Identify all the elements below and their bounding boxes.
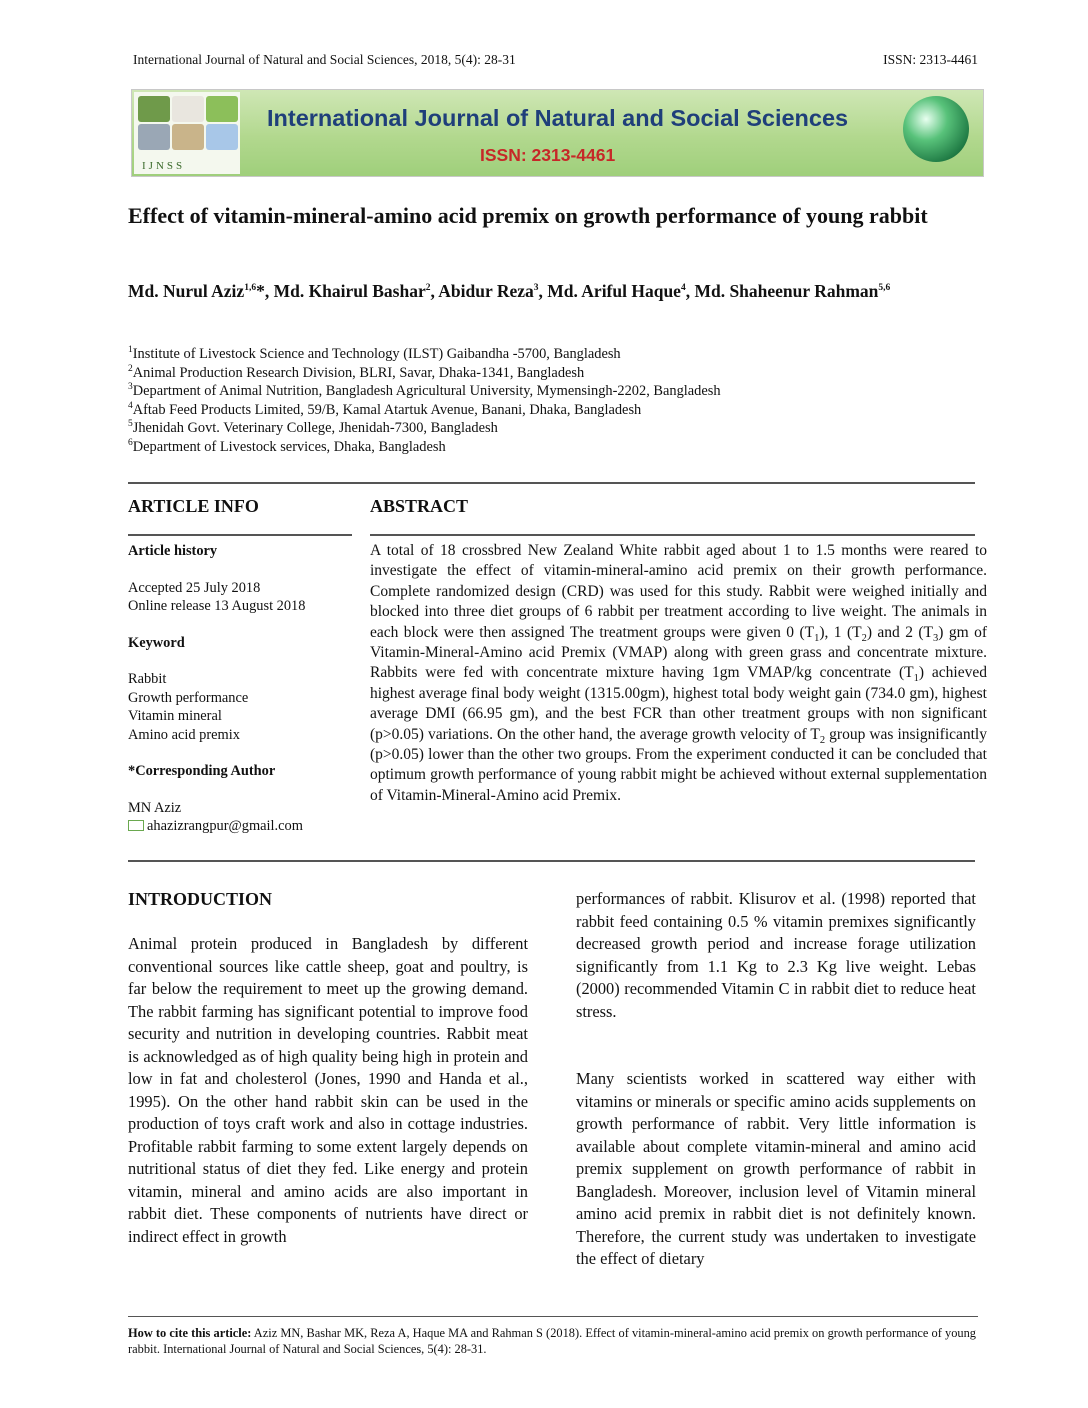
email-link[interactable]: ahazizrangpur@gmail.com [147,818,303,834]
accepted-date: Accepted 25 July 2018 [128,579,261,596]
author-name: Md. Shaheenur Rahman [694,281,879,301]
banner-issn: ISSN: 2313-4461 [480,145,616,165]
running-header-journal: International Journal of Natural and Social Sciences, 2018, 5(4): 28-31 [133,52,516,67]
intro-paragraph-1: Animal protein produced in Bangladesh by different conventional sources like cattle sheep, goat and poultry, is far below the requirement to meet up the growing demand. The rabbit farming has significant potential to improve food security and nutrition in developing countries. Rabbit meat is acknowledged as of high quality being high in protein and low in fat and cholesterol (Jones, 1990 and Handa et al., 1995). On the other hand rabbit skin can be used in the production of toys craft work and also in cottage industries. Profitable rabbit farming to some extent largely depends on nutritional status of diet they fed. Like energy and protein vitamin, mineral and amino acids are also important in rabbit diet. These components of nutrients have direct or indirect effect in growth [128,934,528,1246]
keyword-item: Vitamin mineral [128,708,222,724]
author-affiliation-marker: 4 [680,283,686,294]
envelope-icon [128,820,144,831]
author-affiliation-marker: 5,6 [878,283,891,294]
author-affiliation-marker: 2 [425,283,431,294]
keyword-item: Amino acid premix [128,726,240,743]
history-label: Article history [128,543,218,559]
affiliation-line: $^3$Department of Animal Nutrition, Bangladesh Agricultural University, Mymensingh-2202, Bangladesh [128,382,721,400]
introduction-heading: INTRODUCTION [128,889,273,909]
running-header-issn: ISSN: 2313-4461 [883,52,978,67]
online-release-date: Online release 13 August 2018 [128,598,306,614]
banner-short-name: IJNSS [142,160,186,172]
banner-title: International Journal of Natural and Social Sciences [267,105,849,131]
affiliation-line: $^1$Institute of Livestock Science and Technology (ILST) Gaibandha -5700, Bangladesh [128,345,621,362]
divider [128,482,975,484]
divider [370,534,975,536]
email-line [128,817,353,836]
divider [128,534,352,536]
author-name: Abidur Reza [438,281,534,301]
affiliation-line: $^4$Aftab Feed Products Limited, 59/B, Kamal Atartuk Avenue, Banani, Dhaka, Bangladesh [128,401,642,418]
affiliation-line: $^2$Animal Production Research Division, BLRI, Savar, Dhaka-1341, Bangladesh [128,363,585,381]
article-title: Effect of vitamin-mineral-amino acid premix on growth performance of young rabbit [128,203,928,228]
author-list: Md. Nurul Aziz$^{1,6}$*, Md. Khairul Bashar$^2$, Abidur Reza$^3$, Md. Ariful Haque$^4$, Md. Shaheenur Rahman$^{5,6}$ [128,281,891,301]
author-name: Md. Khairul Bashar [273,281,426,301]
banner-logo-collage [134,92,240,174]
keyword-item: Growth performance [128,689,249,706]
article-info-heading: ARTICLE INFO [128,496,259,516]
author-affiliation-marker: 3 [533,283,539,294]
affiliation-line: $^6$Department of Livestock services, Dhaka, Bangladesh [128,438,446,455]
article-info [128,542,353,836]
corresponding-author-label: *Corresponding Author [128,763,276,779]
corresponding-author-name: MN Aziz [128,799,182,816]
intro-paragraph-3: Many scientists worked in scattered way either with vitamins or minerals or specific amino acids supplements on growth performance of rabbit. Very little information is available about complete vitamin-mineral and amino acid premix supplement on growth performance of rabbit in Bangladesh. Moreover, inclusion level of Vitamin mineral amino acid premix in rabbit diet is not definitely known. Therefore, the current study was undertaken to investigate the effect of dietary [576,1069,976,1268]
author-name: Md. Nurul Aziz [128,281,245,301]
author-name: Md. Ariful Haque [547,281,681,301]
author-affiliation-marker: 1,6 [244,283,257,294]
abstract-heading: ABSTRACT [370,496,469,516]
globe-stethoscope-icon [903,96,969,162]
keyword-label: Keyword [128,634,185,651]
intro-paragraph-2: performances of rabbit. Klisurov et al. (1998) reported that rabbit feed containing 0.5 % vitamin premixes significantly decreased growth period and increase forage utilization significantly from 1.1 Kg to 2.3 Kg live weight. Lebas (2000) recommended Vitamin C in rabbit diet to reduce heat stress. [576,889,976,1021]
affiliation-line: $^5$Jhenidah Govt. Veterinary College, Jhenidah-7300, Bangladesh [128,419,498,437]
keyword-item: Rabbit [128,671,167,687]
how-to-cite: How to cite this article: Aziz MN, Bashar MK, Reza A, Haque MA and Rahman S (2018). Effect of vitamin-mineral-amino acid premix on growth performance of young rabbit. International Journal of Natural and Social Sciences, 5(4): 28-31. [128,1326,976,1356]
abstract-text: A total of 18 crossbred New Zealand White rabbit aged about 1 to 1.5 months were reared to investigate the effect of vitamin-mineral-amino acid premix on their growth performance. Complete randomized design (CRD) was used for this study. Rabbit were weighed initially and blocked into three diet groups of 6 rabbit per treatment according to live weight. The animals in each block were then assigned The treatment groups were given 0 $(T_1)$, 1 $(T_2)$ and 2 $(T_3)$ gm of Vitamin-Mineral-Amino acid Premix (VMAP) along with green grass and concentrate mixture. Rabbits were fed with concentrate mixture having 1gm VMAP/kg concentrate $(T_1)$ achieved highest average final body weight (1315.00gm), highest total body weight gain (734.0 gm), highest average DMI (66.95 gm), and the best FCR than other treatment groups with non significant (p>0.05) variations. On the other hand, the average growth velocity of $T_2$ group was insignificantly (p>0.05) lower than the other two groups. From the experiment conducted it can be concluded that optimum growth performance of young rabbit might be achieved without external supplementation of Vitamin-Mineral-Amino acid Premix. [370,542,987,804]
divider [128,860,975,862]
journal-banner [131,89,984,177]
divider [128,1316,978,1317]
